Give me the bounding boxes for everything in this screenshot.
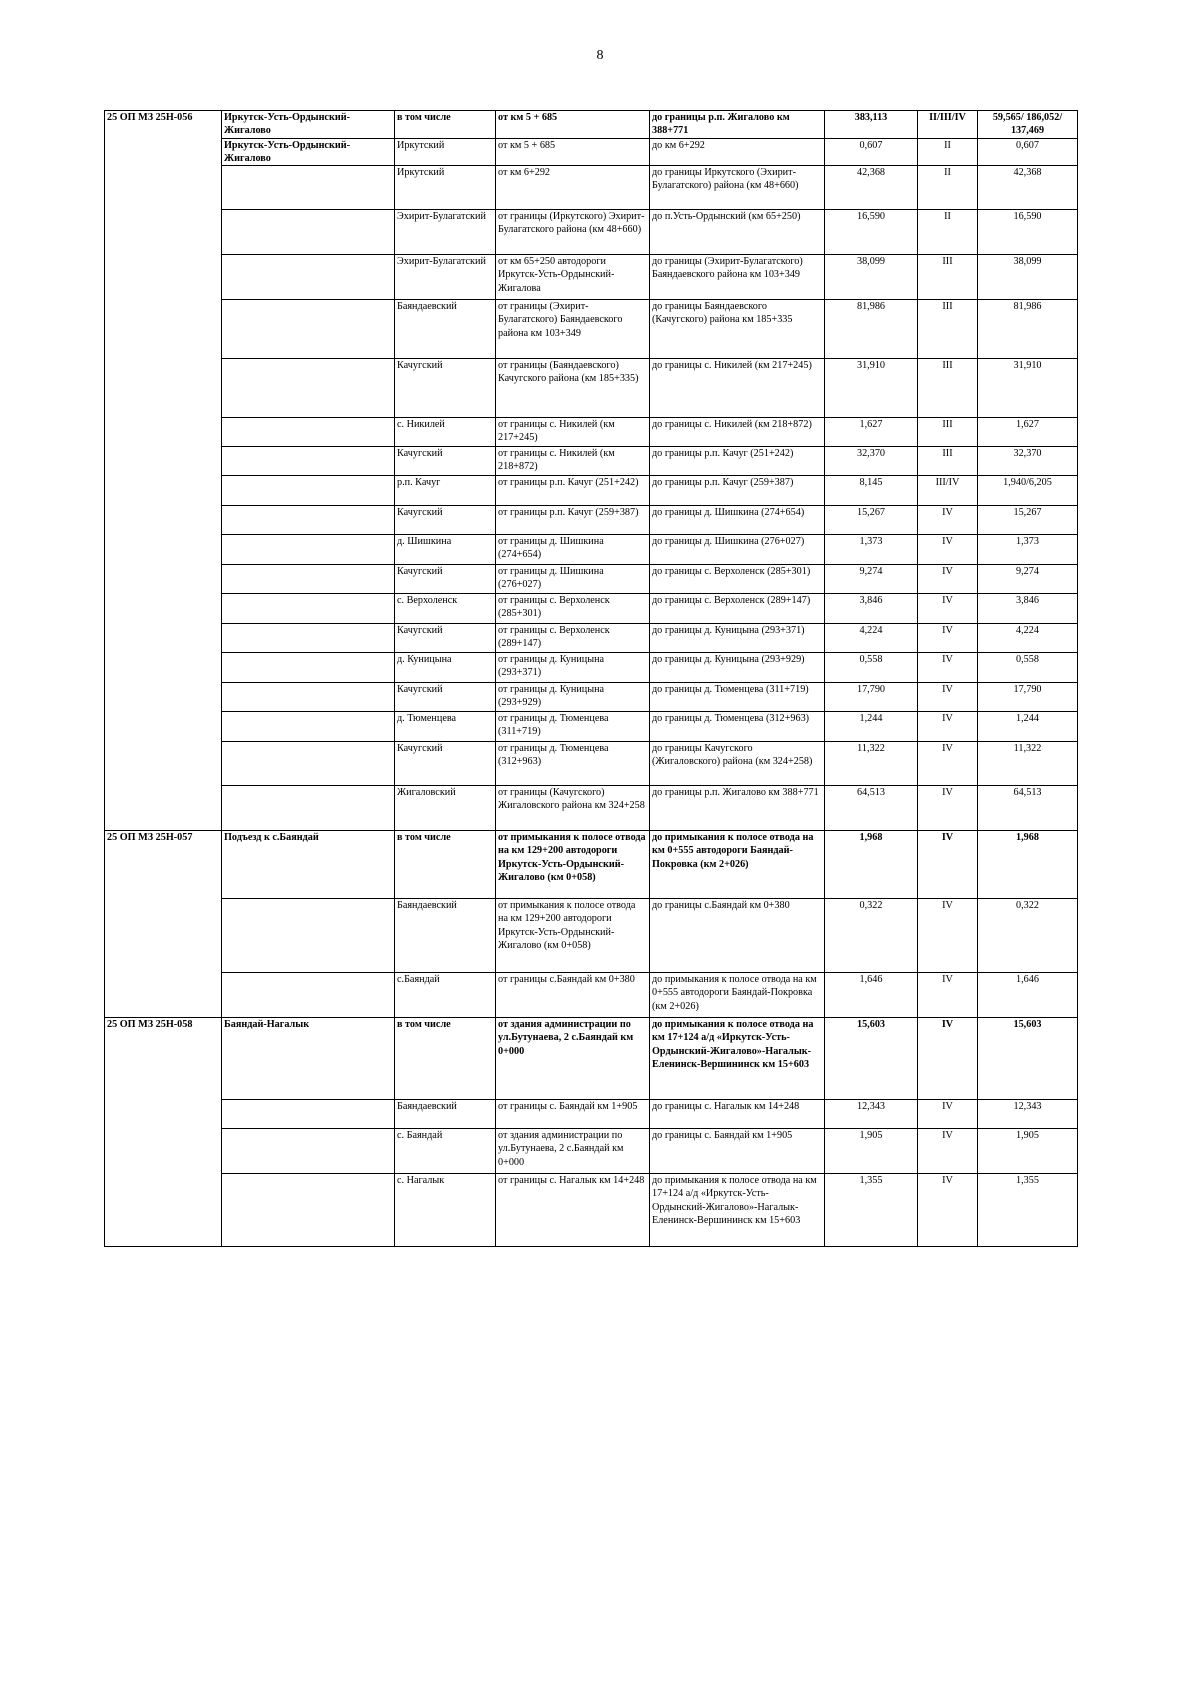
category-cell: IV [918, 624, 978, 653]
district-cell: Жигаловский [395, 786, 496, 831]
to-cell: до границы с. Никилей (км 217+245) [650, 359, 825, 418]
category-cell: III/IV [918, 476, 978, 506]
district-cell: в том числе [395, 1018, 496, 1100]
road-name-cell [222, 535, 395, 565]
to-cell: до п.Усть-Ордынский (км 65+250) [650, 210, 825, 255]
length-cell: 3,846 [825, 594, 918, 624]
to-cell: до границы с. Баяндай км 1+905 [650, 1129, 825, 1174]
length-cell: 38,099 [825, 255, 918, 300]
district-cell: д. Шишкина [395, 535, 496, 565]
table-row [105, 418, 1078, 447]
table-row [105, 786, 1078, 831]
table-body [105, 111, 1078, 1247]
category-length-cell: 11,322 [978, 742, 1078, 786]
from-cell: от км 5 + 685 [496, 111, 650, 139]
from-cell: от границы р.п. Качуг (251+242) [496, 476, 650, 506]
to-cell: до границы д. Шишкина (276+027) [650, 535, 825, 565]
length-cell: 1,244 [825, 712, 918, 742]
length-cell: 0,607 [825, 138, 918, 166]
district-cell: Качугский [395, 359, 496, 418]
road-name-cell [222, 1174, 395, 1247]
category-length-cell: 17,790 [978, 683, 1078, 712]
table-row [105, 447, 1078, 476]
from-cell: от границы д. Куницына (293+929) [496, 683, 650, 712]
category-length-cell: 15,603 [978, 1018, 1078, 1100]
to-cell: до границы р.п. Качуг (259+387) [650, 476, 825, 506]
district-cell: с. Баяндай [395, 1129, 496, 1174]
to-cell: до примыкания к полосе отвода на км 17+124 а/д «Иркутск-Усть-Ордынский-Жигалово»-Нагалык-Еленинск-Вершининск км 15+603 [650, 1018, 825, 1100]
district-cell: Качугский [395, 447, 496, 476]
length-cell: 1,627 [825, 418, 918, 447]
category-cell: IV [918, 973, 978, 1018]
from-cell: от примыкания к полосе отвода на км 129+200 автодороги Иркутск-Усть-Ордынский-Жигалово (км 0+058) [496, 831, 650, 899]
table-row [105, 476, 1078, 506]
road-name-cell [222, 166, 395, 210]
district-cell: в том числе [395, 111, 496, 139]
length-cell: 8,145 [825, 476, 918, 506]
category-cell: IV [918, 1174, 978, 1247]
to-cell: до границы с. Нагалык км 14+248 [650, 1100, 825, 1129]
district-cell: Качугский [395, 742, 496, 786]
category-cell: IV [918, 1129, 978, 1174]
table-row [105, 831, 1078, 899]
district-cell: с.Баяндай [395, 973, 496, 1018]
district-cell: д. Куницына [395, 653, 496, 683]
district-cell: Качугский [395, 683, 496, 712]
table-row [105, 1174, 1078, 1247]
category-length-cell: 3,846 [978, 594, 1078, 624]
category-length-cell: 1,940/6,205 [978, 476, 1078, 506]
length-cell: 12,343 [825, 1100, 918, 1129]
category-length-cell: 1,905 [978, 1129, 1078, 1174]
district-cell: Иркутский [395, 166, 496, 210]
to-cell: до примыкания к полосе отвода на км 0+555 автодороги Баяндай-Покровка (км 2+026) [650, 973, 825, 1018]
road-name-cell [222, 447, 395, 476]
table-row [105, 506, 1078, 535]
road-code-cell: 25 ОП МЗ 25Н-056 [105, 111, 222, 831]
from-cell: от границы с. Никилей (км 218+872) [496, 447, 650, 476]
category-cell: IV [918, 683, 978, 712]
length-cell: 32,370 [825, 447, 918, 476]
to-cell: до границы с.Баяндай км 0+380 [650, 899, 825, 973]
length-cell: 15,603 [825, 1018, 918, 1100]
road-name-cell [222, 594, 395, 624]
table-row [105, 973, 1078, 1018]
table-row [105, 210, 1078, 255]
to-cell: до границы Качугского (Жигаловского) района (км 324+258) [650, 742, 825, 786]
district-cell: Баяндаевский [395, 300, 496, 359]
from-cell: от границы д. Тюменцева (311+719) [496, 712, 650, 742]
table-row [105, 1129, 1078, 1174]
to-cell: до границы (Эхирит-Булагатского) Баяндаевского района км 103+349 [650, 255, 825, 300]
district-cell: Эхирит-Булагатский [395, 255, 496, 300]
to-cell: до границы р.п. Жигалово км 388+771 [650, 786, 825, 831]
table-row [105, 899, 1078, 973]
category-cell: III [918, 300, 978, 359]
length-cell: 64,513 [825, 786, 918, 831]
from-cell: от границы (Эхирит-Булагатского) Баяндаевского района км 103+349 [496, 300, 650, 359]
from-cell: от границы (Баяндаевского) Качугского района (км 185+335) [496, 359, 650, 418]
category-cell: IV [918, 742, 978, 786]
from-cell: от границы с. Никилей (км 217+245) [496, 418, 650, 447]
road-name-cell [222, 899, 395, 973]
length-cell: 31,910 [825, 359, 918, 418]
category-length-cell: 9,274 [978, 565, 1078, 594]
road-name-cell [222, 624, 395, 653]
category-cell: II [918, 166, 978, 210]
district-cell: Иркутский [395, 138, 496, 166]
from-cell: от границы с. Баяндай км 1+905 [496, 1100, 650, 1129]
road-name-cell [222, 712, 395, 742]
road-name-cell [222, 1129, 395, 1174]
road-name-cell [222, 418, 395, 447]
district-cell: р.п. Качуг [395, 476, 496, 506]
road-name-cell [222, 973, 395, 1018]
from-cell: от границы с. Верхоленск (285+301) [496, 594, 650, 624]
category-length-cell: 81,986 [978, 300, 1078, 359]
category-length-cell: 1,627 [978, 418, 1078, 447]
table-row [105, 742, 1078, 786]
to-cell: до границы р.п. Жигалово км 388+771 [650, 111, 825, 139]
from-cell: от здания администрации по ул.Бутунаева, 2 с.Баяндай км 0+000 [496, 1018, 650, 1100]
to-cell: до границы д. Тюменцева (312+963) [650, 712, 825, 742]
to-cell: до границы д. Тюменцева (311+719) [650, 683, 825, 712]
from-cell: от границы д. Куницына (293+371) [496, 653, 650, 683]
table-row [105, 1100, 1078, 1129]
category-cell: IV [918, 565, 978, 594]
to-cell: до границы д. Куницына (293+929) [650, 653, 825, 683]
length-cell: 81,986 [825, 300, 918, 359]
length-cell: 1,646 [825, 973, 918, 1018]
road-name-cell [222, 476, 395, 506]
road-name-cell: Баяндай-Нагалык [222, 1018, 395, 1100]
category-cell: II/III/IV [918, 111, 978, 139]
from-cell: от границы р.п. Качуг (259+387) [496, 506, 650, 535]
category-length-cell: 1,244 [978, 712, 1078, 742]
road-name-cell [222, 653, 395, 683]
to-cell: до границы р.п. Качуг (251+242) [650, 447, 825, 476]
road-name-cell [222, 742, 395, 786]
category-cell: IV [918, 535, 978, 565]
from-cell: от здания администрации по ул.Бутунаева, 2 с.Баяндай км 0+000 [496, 1129, 650, 1174]
category-length-cell: 0,322 [978, 899, 1078, 973]
category-cell: IV [918, 712, 978, 742]
category-cell: II [918, 210, 978, 255]
category-length-cell: 12,343 [978, 1100, 1078, 1129]
district-cell: Эхирит-Булагатский [395, 210, 496, 255]
table-row [105, 359, 1078, 418]
category-length-cell: 1,373 [978, 535, 1078, 565]
length-cell: 1,355 [825, 1174, 918, 1247]
category-length-cell: 42,368 [978, 166, 1078, 210]
from-cell: от примыкания к полосе отвода на км 129+200 автодороги Иркутск-Усть-Ордынский-Жигалово (км 0+058) [496, 899, 650, 973]
road-name-cell: Иркутск-Усть-Ордынский-Жигалово [222, 111, 395, 139]
table-row [105, 712, 1078, 742]
length-cell: 0,558 [825, 653, 918, 683]
table-row [105, 683, 1078, 712]
to-cell: до границы д. Куницына (293+371) [650, 624, 825, 653]
district-cell: с. Никилей [395, 418, 496, 447]
table-row [105, 653, 1078, 683]
roads-table [104, 110, 1078, 1247]
category-length-cell: 15,267 [978, 506, 1078, 535]
table-row [105, 300, 1078, 359]
road-name-cell [222, 786, 395, 831]
district-cell: с. Верхоленск [395, 594, 496, 624]
table-row [105, 535, 1078, 565]
road-name-cell [222, 359, 395, 418]
district-cell: в том числе [395, 831, 496, 899]
category-cell: II [918, 138, 978, 166]
to-cell: до границы с. Никилей (км 218+872) [650, 418, 825, 447]
from-cell: от границы д. Шишкина (274+654) [496, 535, 650, 565]
category-length-cell: 38,099 [978, 255, 1078, 300]
road-name-cell [222, 565, 395, 594]
table-row [105, 111, 1078, 139]
to-cell: до примыкания к полосе отвода на км 17+124 а/д «Иркутск-Усть-Ордынский-Жигалово»-Нагалык-Еленинск-Вершининск км 15+603 [650, 1174, 825, 1247]
category-cell: III [918, 255, 978, 300]
length-cell: 1,373 [825, 535, 918, 565]
category-length-cell: 1,646 [978, 973, 1078, 1018]
table-row [105, 255, 1078, 300]
category-length-cell: 4,224 [978, 624, 1078, 653]
category-cell: IV [918, 1018, 978, 1100]
category-length-cell: 0,607 [978, 138, 1078, 166]
table-row [105, 624, 1078, 653]
length-cell: 11,322 [825, 742, 918, 786]
road-code-cell: 25 ОП МЗ 25Н-058 [105, 1018, 222, 1247]
road-name-cell [222, 210, 395, 255]
length-cell: 17,790 [825, 683, 918, 712]
category-cell: IV [918, 594, 978, 624]
length-cell: 1,968 [825, 831, 918, 899]
to-cell: до примыкания к полосе отвода на км 0+555 автодороги Баяндай-Покровка (км 2+026) [650, 831, 825, 899]
road-name-cell [222, 300, 395, 359]
road-name-cell: Подъезд к с.Баяндай [222, 831, 395, 899]
category-cell: III [918, 359, 978, 418]
length-cell: 15,267 [825, 506, 918, 535]
district-cell: Качугский [395, 624, 496, 653]
road-name-cell [222, 506, 395, 535]
category-cell: IV [918, 653, 978, 683]
road-name-cell [222, 255, 395, 300]
to-cell: до границы Баяндаевского (Качугского) района км 185+335 [650, 300, 825, 359]
category-cell: IV [918, 786, 978, 831]
from-cell: от границы с.Баяндай км 0+380 [496, 973, 650, 1018]
district-cell: с. Нагалык [395, 1174, 496, 1247]
category-length-cell: 1,968 [978, 831, 1078, 899]
length-cell: 4,224 [825, 624, 918, 653]
category-length-cell: 0,558 [978, 653, 1078, 683]
from-cell: от границы с. Верхоленск (289+147) [496, 624, 650, 653]
from-cell: от км 65+250 автодороги Иркутск-Усть-Ордынский-Жигалова [496, 255, 650, 300]
category-length-cell: 59,565/ 186,052/ 137,469 [978, 111, 1078, 139]
length-cell: 0,322 [825, 899, 918, 973]
from-cell: от границы д. Тюменцева (312+963) [496, 742, 650, 786]
from-cell: от границы (Иркутского) Эхирит-Булагатского района (км 48+660) [496, 210, 650, 255]
category-length-cell: 64,513 [978, 786, 1078, 831]
road-name-cell [222, 1100, 395, 1129]
category-cell: IV [918, 506, 978, 535]
district-cell: Баяндаевский [395, 899, 496, 973]
length-cell: 16,590 [825, 210, 918, 255]
category-length-cell: 1,355 [978, 1174, 1078, 1247]
from-cell: от границы д. Шишкина (276+027) [496, 565, 650, 594]
length-cell: 1,905 [825, 1129, 918, 1174]
to-cell: до границы с. Верхоленск (289+147) [650, 594, 825, 624]
table-row [105, 565, 1078, 594]
category-cell: III [918, 447, 978, 476]
road-code-cell: 25 ОП МЗ 25Н-057 [105, 831, 222, 1018]
category-cell: IV [918, 831, 978, 899]
table-row [105, 594, 1078, 624]
to-cell: до границы д. Шишкина (274+654) [650, 506, 825, 535]
length-cell: 383,113 [825, 111, 918, 139]
district-cell: Баяндаевский [395, 1100, 496, 1129]
to-cell: до границы с. Верхоленск (285+301) [650, 565, 825, 594]
from-cell: от границы (Качугского) Жигаловского района км 324+258 [496, 786, 650, 831]
from-cell: от км 5 + 685 [496, 138, 650, 166]
road-name-cell [222, 683, 395, 712]
to-cell: до км 6+292 [650, 138, 825, 166]
category-cell: IV [918, 899, 978, 973]
table-row [105, 1018, 1078, 1100]
district-cell: Качугский [395, 506, 496, 535]
category-cell: III [918, 418, 978, 447]
length-cell: 42,368 [825, 166, 918, 210]
page-number: 8 [596, 48, 604, 63]
to-cell: до границы Иркутского (Эхирит-Булагатского) района (км 48+660) [650, 166, 825, 210]
table-row [105, 138, 1078, 166]
category-length-cell: 16,590 [978, 210, 1078, 255]
from-cell: от границы с. Нагалык км 14+248 [496, 1174, 650, 1247]
from-cell: от км 6+292 [496, 166, 650, 210]
district-cell: Качугский [395, 565, 496, 594]
length-cell: 9,274 [825, 565, 918, 594]
table-row [105, 166, 1078, 210]
district-cell: д. Тюменцева [395, 712, 496, 742]
category-cell: IV [918, 1100, 978, 1129]
road-name-cell: Иркутск-Усть-Ордынский-Жигалово [222, 138, 395, 166]
category-length-cell: 31,910 [978, 359, 1078, 418]
category-length-cell: 32,370 [978, 447, 1078, 476]
